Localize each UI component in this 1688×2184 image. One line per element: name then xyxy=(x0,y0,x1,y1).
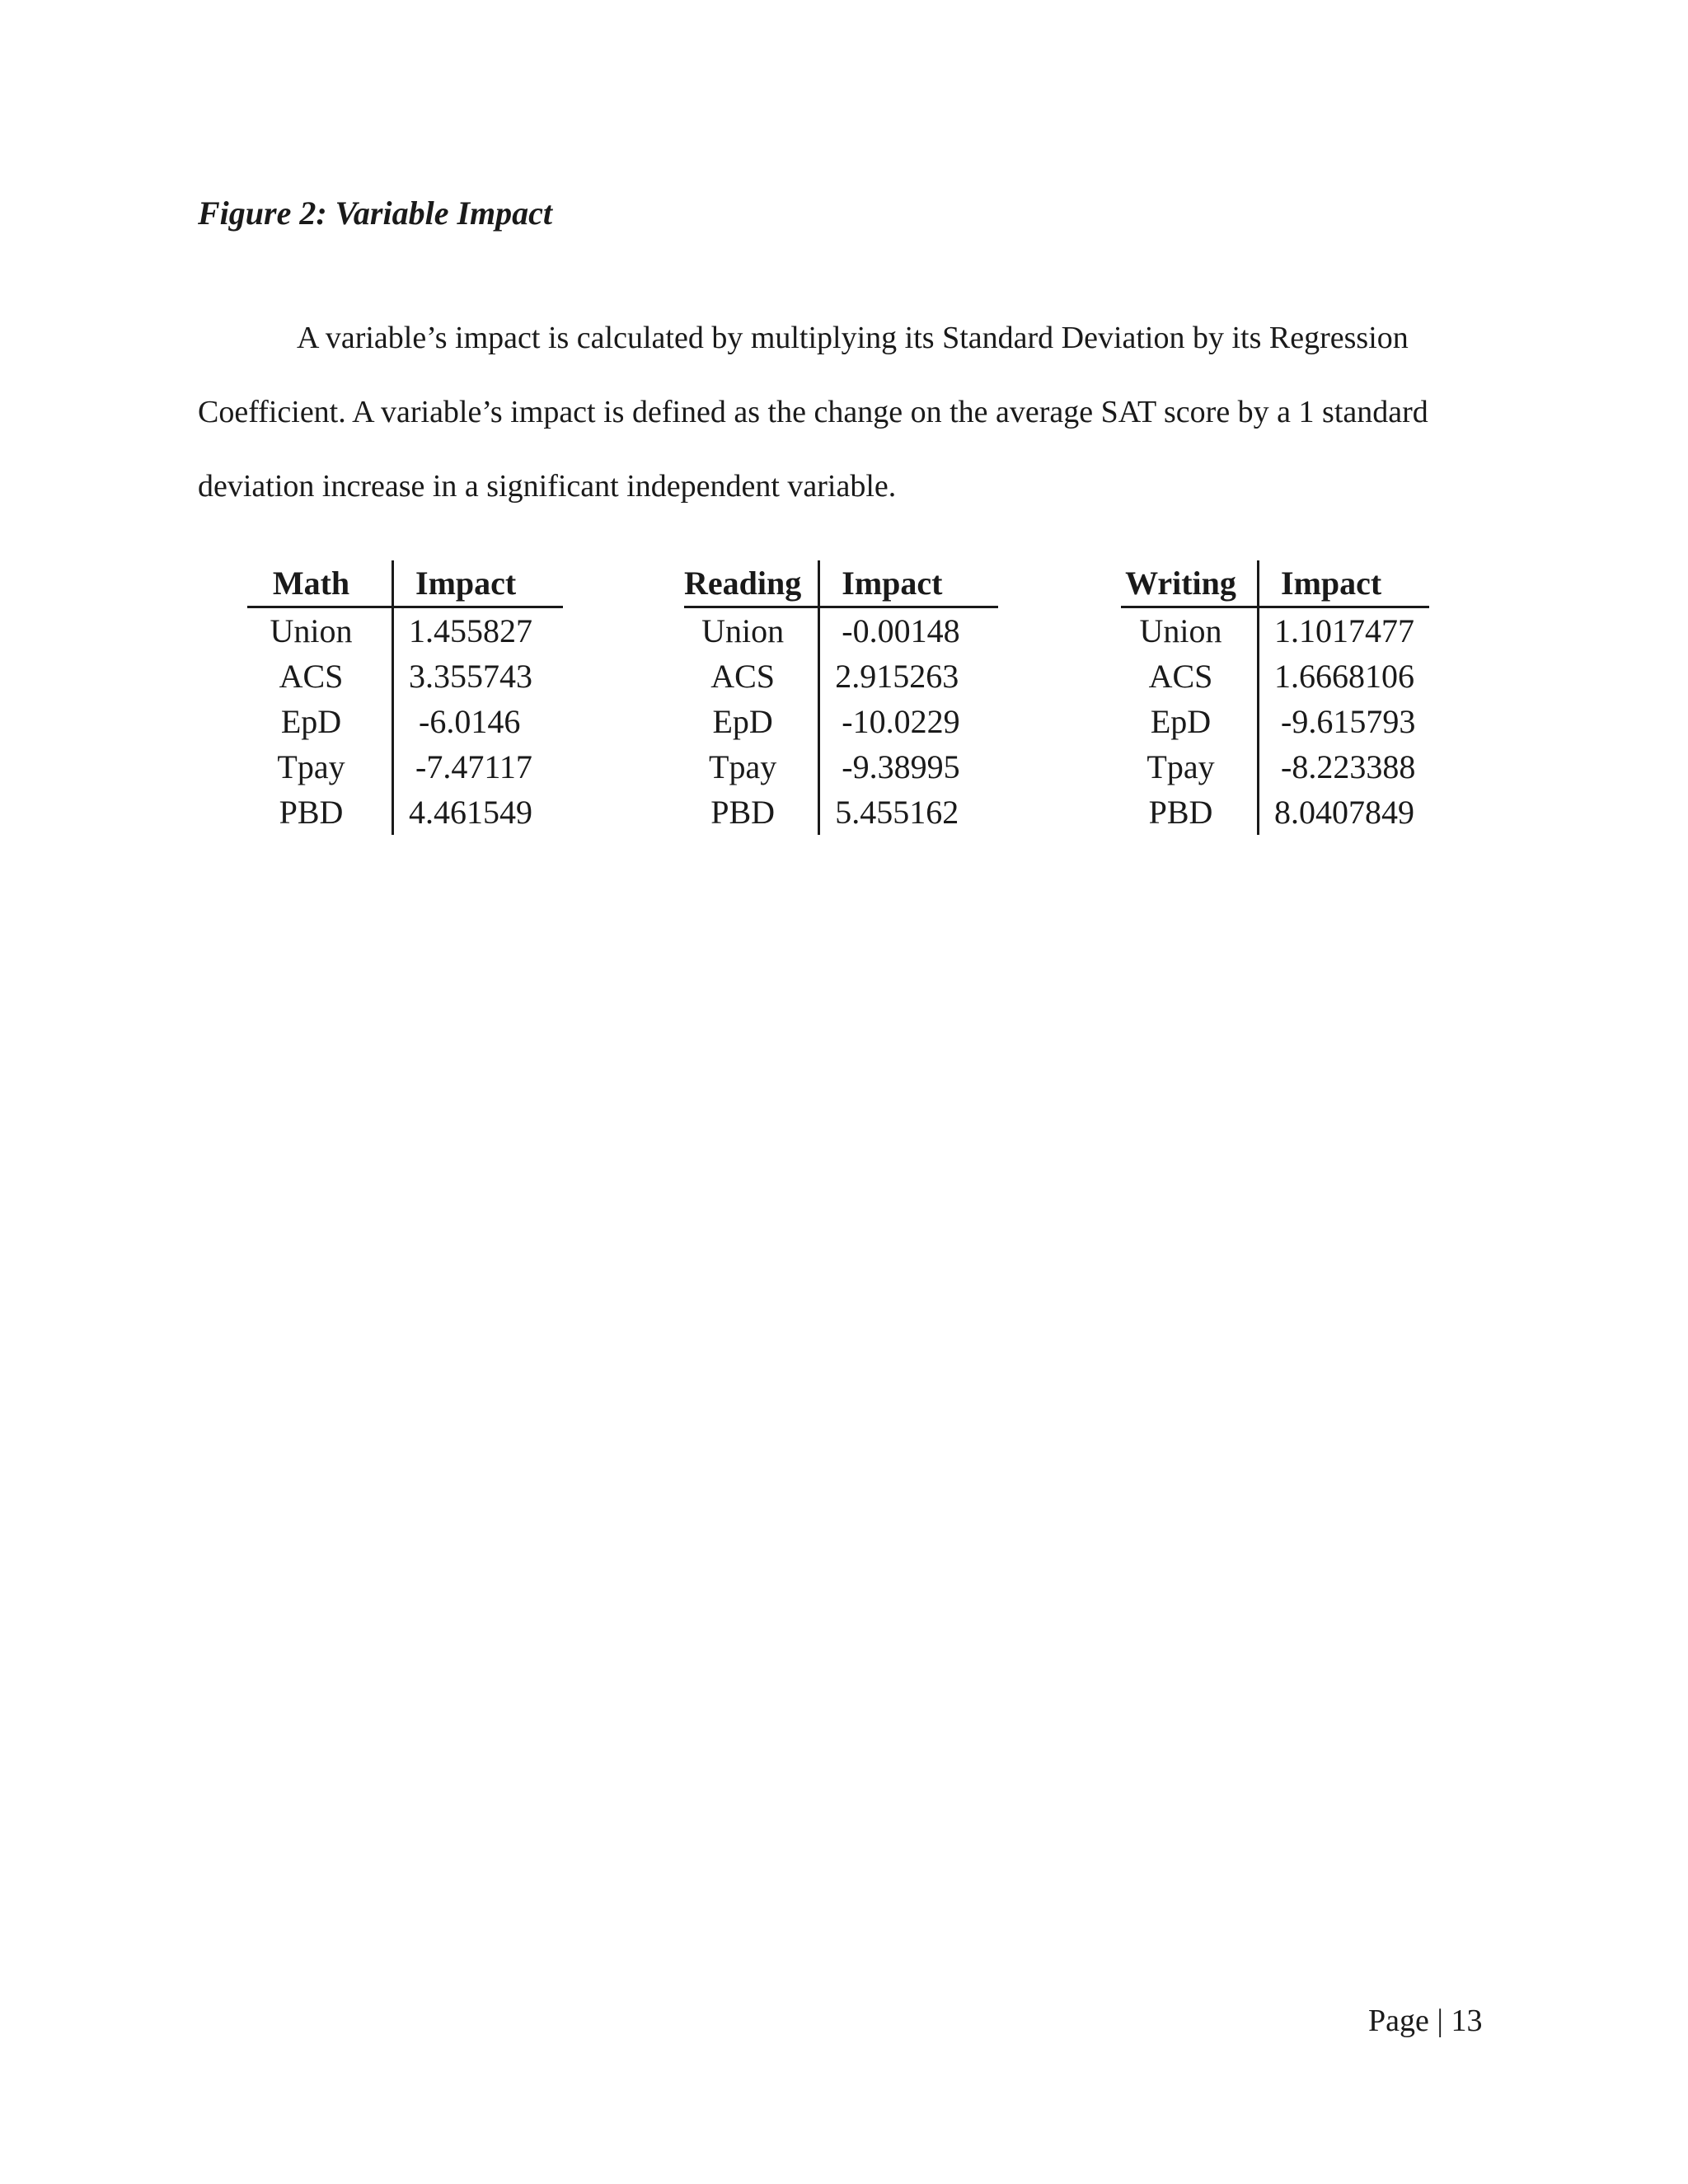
row-label: ACS xyxy=(279,658,344,695)
table-row xyxy=(247,790,563,835)
writing-impact-table xyxy=(1121,560,1429,835)
writing-header-impact: Impact xyxy=(1259,560,1430,607)
row-value: -9.38995 xyxy=(819,744,999,790)
table-header-row xyxy=(684,560,998,607)
row-value: -7.47117 xyxy=(393,744,564,790)
math-impact-table xyxy=(247,560,563,835)
row-value: 4.461549 xyxy=(393,790,564,835)
row-value: 1.1017477 xyxy=(1259,607,1430,654)
table-row xyxy=(1121,699,1429,744)
row-value: -0.00148 xyxy=(819,607,999,654)
paragraph-line-3: deviation increase in a significant independent variable. xyxy=(198,469,897,504)
row-value: -10.0229 xyxy=(819,699,999,744)
row-value: -9.615793 xyxy=(1259,699,1430,744)
table-row xyxy=(684,790,998,835)
row-label: Union xyxy=(270,612,353,649)
row-value: 2.915263 xyxy=(819,654,999,699)
table-row xyxy=(684,744,998,790)
row-label: Union xyxy=(1139,612,1222,649)
row-label: EpD xyxy=(1150,703,1212,740)
description-paragraph xyxy=(198,301,1517,523)
table-row xyxy=(684,607,998,654)
row-label: ACS xyxy=(1148,658,1213,695)
row-label: PBD xyxy=(279,794,344,831)
row-label: Union xyxy=(701,612,785,649)
table-row xyxy=(247,654,563,699)
row-label: EpD xyxy=(712,703,773,740)
table-row xyxy=(247,607,563,654)
row-label: EpD xyxy=(280,703,342,740)
table-row xyxy=(684,654,998,699)
reading-impact-table xyxy=(684,560,998,835)
table-row xyxy=(1121,654,1429,699)
row-value: 8.0407849 xyxy=(1259,790,1430,835)
row-label: Tpay xyxy=(709,748,777,785)
writing-header-label: Writing xyxy=(1121,560,1259,607)
impact-tables xyxy=(247,560,1451,841)
table-row xyxy=(684,699,998,744)
page-number: Page | 13 xyxy=(1368,2004,1483,2038)
table-header-row xyxy=(1121,560,1429,607)
row-value: 5.455162 xyxy=(819,790,999,835)
table-row xyxy=(247,699,563,744)
table-row xyxy=(1121,744,1429,790)
table-row xyxy=(247,744,563,790)
math-header-impact: Impact xyxy=(393,560,564,607)
row-value: -6.0146 xyxy=(393,699,564,744)
row-label: Tpay xyxy=(277,748,345,785)
table-header-row xyxy=(247,560,563,607)
reading-header-label: Reading xyxy=(684,560,819,607)
row-label: Tpay xyxy=(1146,748,1215,785)
row-value: 1.455827 xyxy=(393,607,564,654)
paragraph-line-1: A variable’s impact is calculated by multiplying its Standard Deviation by its Regression xyxy=(297,321,1409,355)
row-value: 1.6668106 xyxy=(1259,654,1430,699)
table-row xyxy=(1121,607,1429,654)
row-label: PBD xyxy=(1148,794,1213,831)
paragraph-line-2: Coefficient. A variable’s impact is defined as the change on the average SAT score by a 1 standard xyxy=(198,395,1428,429)
math-header-label: Math xyxy=(247,560,393,607)
table-row xyxy=(1121,790,1429,835)
row-label: ACS xyxy=(710,658,776,695)
row-value: 3.355743 xyxy=(393,654,564,699)
row-value: -8.223388 xyxy=(1259,744,1430,790)
figure-title: Figure 2: Variable Impact xyxy=(198,194,553,232)
row-label: PBD xyxy=(710,794,776,831)
reading-header-impact: Impact xyxy=(819,560,999,607)
